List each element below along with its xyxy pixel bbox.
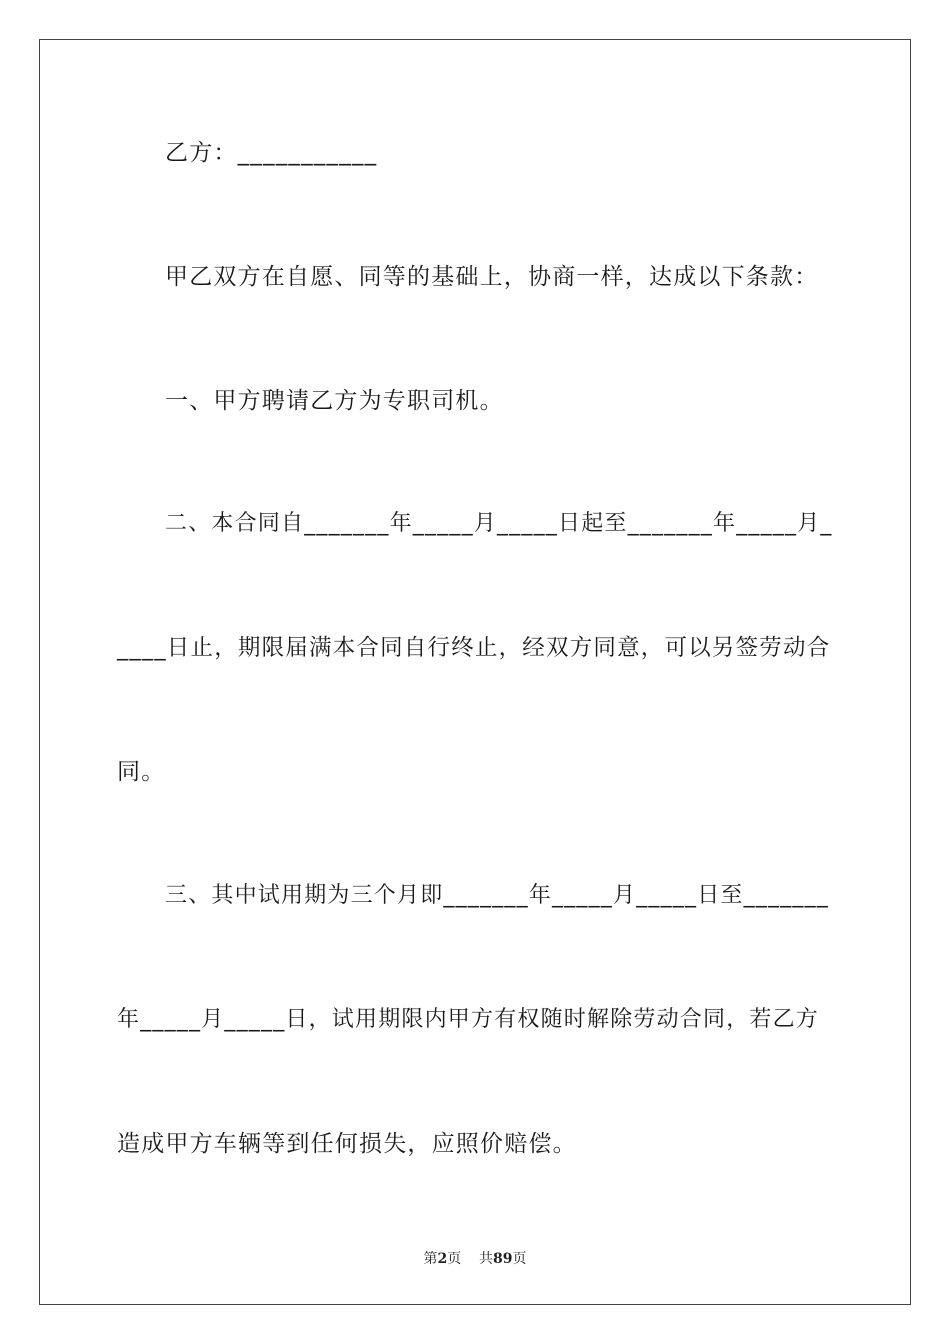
- clause-2-line-2: ____日止，期限届满本合同自行终止，经双方同意，可以另签劳动合: [117, 635, 831, 661]
- page-number: 2: [437, 1251, 448, 1267]
- clause-2-line-1: 二、本合同自_______年_____月_____日起至_______年_____月_: [165, 511, 833, 536]
- page-footer: [0, 1248, 950, 1268]
- clause-2-line-3: 同。: [117, 759, 166, 785]
- page-border: [39, 39, 911, 1305]
- total-prefix: 共: [479, 1251, 494, 1267]
- total-pages: 89: [493, 1251, 513, 1267]
- page-suffix: 页: [447, 1251, 462, 1267]
- clause-1: 一、甲方聘请乙方为专职司机。: [165, 388, 504, 414]
- total-suffix: 页: [512, 1251, 527, 1267]
- clause-3-line-1: 三、其中试用期为三个月即_______年_____月_____日至_______: [165, 883, 830, 908]
- clause-3-line-2: 年_____月_____日，试用期限内甲方有权随时解除劳动合同，若乙方: [117, 1007, 820, 1032]
- party-b-line: 乙方：___________: [165, 140, 378, 166]
- page-prefix: 第: [423, 1251, 438, 1267]
- clause-3-line-3: 造成甲方车辆等到任何损失，应照价赔偿。: [117, 1131, 577, 1157]
- intro-paragraph: 甲乙双方在自愿、同等的基础上，协商一样，达成以下条款：: [165, 264, 819, 290]
